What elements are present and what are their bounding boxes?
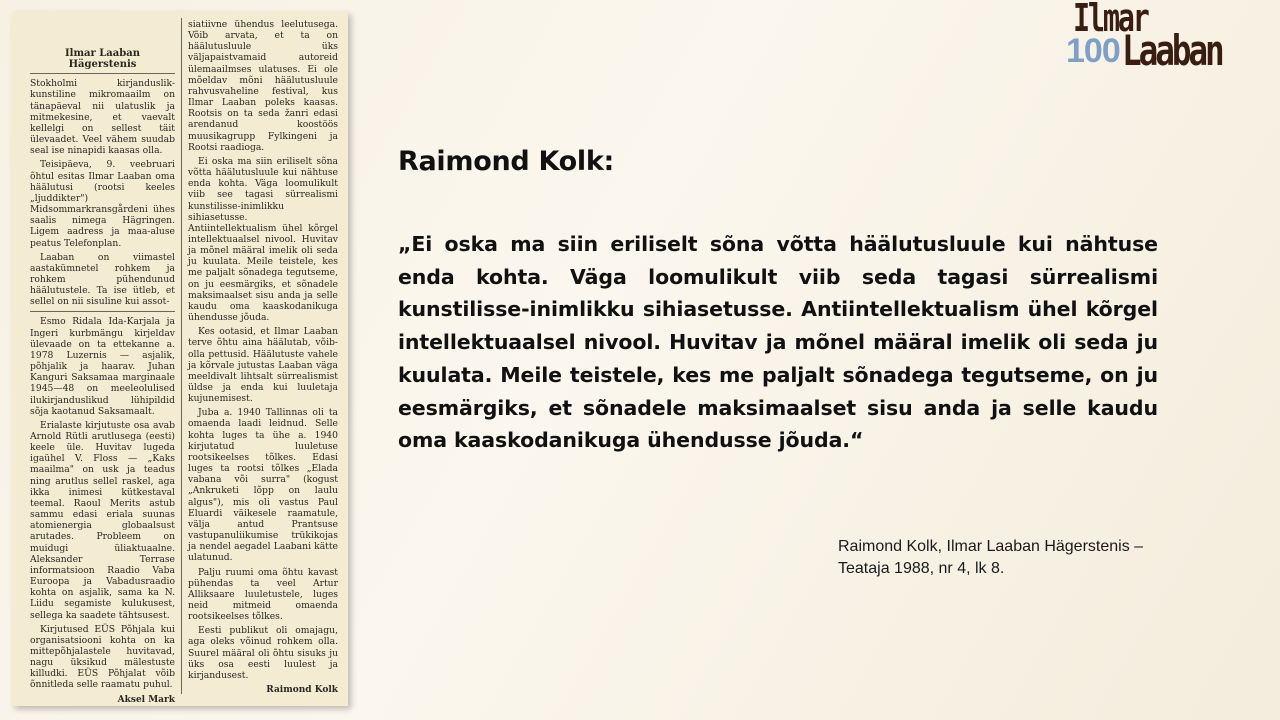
clipping-paragraph: Teisipäeva, 9. veebruari õhtul esitas Ilmar Laaban oma häälutusi (rootsi keeles „ljuddikter") Midsommarkransgårdeni ühes saalis nimega Hägringen. Ligem aadress ja maa-aluse peatus Telefonplan. <box>30 159 175 249</box>
clipping-paragraph: Ei oska ma siin eriliselt sõna võtta häälutusluule kui nähtuse enda kohta. Väga loomulikult viib see tagasi sürrealismi kunstilisse-inimlikku sihiasetusse. Antiintellektualism ühel kõrgel intellektuaalsel nivool. Huvitav ja mõnel määral imelik oli seda ju kuulata. Meile teistele, kes me paljalt sõnadega tegutseme, on ju eesmärgiks, et sõnadele maksimaalset sisu anda ja selle kaudu oma kaaskodanikuga ühendusse jõuda. <box>188 155 338 324</box>
speaker-heading: Raimond Kolk: <box>398 146 615 177</box>
clipping-paragraph: Esmo Ridala Ida-Karjala ja Ingeri kurbmängu kirjeldav ülevaade on ta ettekanne a. 1978 Luzernis — asjalik, põhjalik ja haarav. Juhan Kanguri Saksamaa marginaale 1945—48 on meeleolulised ilukirjanduslikud lühipildid sõja kaotanud Saksamaalt. <box>30 316 175 417</box>
citation <box>838 536 1178 580</box>
clipping-divider <box>30 311 175 312</box>
logo-laaban: Laaban <box>1122 26 1222 75</box>
clipping-column-divider <box>181 18 182 694</box>
clipping-paragraph: Stokholmi kirjanduslik-kunstiline mikromaailm on tänapäeval nii ulatuslik ja mitmekesine, et vaevalt kellelgi on sellest täit ülevaadet. Veel vähem suudab seal ise ninapidi kaasas olla. <box>30 78 175 157</box>
clipping-paragraph: Laaban on viimastel aastakümnetel rohkem ja rohkem pühendunud häälutustele. Ta ise ütleb, et sellel on nii sisuline kui assot- <box>30 251 175 308</box>
clipping-paragraph: siatiivne ühendus leelutusega. Võib arvata, et ta on häälutusluule üks väljapaistvamaid autoreid ülemaailmses ulatuses. Ei ole mõeldav mõni häälutusluule rahvusvaheline festival, kus Ilmar Laaban poleks kaasas. Rootsis on ta seda žanri edasi arendanud koostöös muusikagrupp Fylkingeni ja Rootsi raadioga. <box>188 19 338 153</box>
clipping-paragraph: Erialaste kirjutuste osa avab Arnold Rütli arutlusega (eesti) keele üle. Huvitav lugeda igaühel V. Floss — „Kaks maailma" on usk ja teadus ning arutlus sellel raskel, aga ikka inimesi kütkestaval teemal. Raoul Merits astub sammu edasi eriala suunas atomienergia globaalsust arutades. Probleem on muidugi üliaktuaalne. Aleksander Terrase informatsioon Raadio Vaba Euroopa ja Vabadusraadio kohta on asjalik, sama ka N. Liidu segamiste kulukusest, sellega ka saadete tähtsusest. <box>30 419 175 621</box>
clipping-paragraph: Kirjutused EÜS Põhjala kui organisatsiooni kohta on ka mittepõhjalastele huvitavad, nagu üksikud mälestuste killudki. EÜS Põhjalat võib õnnitleda selle raamatu puhul. <box>30 623 175 691</box>
newspaper-clipping <box>12 12 348 706</box>
clipping-signature: Raimond Kolk <box>266 685 338 696</box>
clipping-headline: Ilmar Laaban Hägerstenis <box>30 48 175 74</box>
logo-ilmar: Ilmar <box>1073 0 1148 40</box>
citation-line: Teataja 1988, nr 4, lk 8. <box>838 560 1005 577</box>
ilmar-laaban-100-logo <box>1060 0 1280 75</box>
quote-text: „Ei oska ma siin eriliselt sõna võtta häälutusluule kui nähtuse enda kohta. Väga loomulikult viib seda tagasi sürrealismi kunstilisse-inimlikku sihiasetusse. Antiintellektualism ühel kõrgel intellektuaalsel nivool. Huvitav ja mõnel määral imelik oli seda ju kuulata. Meile teistele, kes me paljalt sõnadega tegutseme, on ju eesmärgiks, et sõnadele maksimaalset sisu anda ja selle kaudu oma kaaskodanikuga ühendusse jõuda.“ <box>398 232 1158 453</box>
clipping-paragraph: Juba a. 1940 Tallinnas oli ta omaenda laadi leidnud. Selle kohta luges ta ühe a. 1940 kirjutatud luuletuse rootsikeelses tõlkes. Edasi luges ta rootsi tõlkes „Elada vabana või surra" (kogust „Ankruketi lõpp on laulu algus"), mis oli vastus Paul Eluardi väikesele raamatule, välja antud Prantsuse vastupanuliikumise trükikojas ja nendel aegadel Laabani kätte ulatunud. <box>188 407 338 564</box>
citation-line: Raimond Kolk, Ilmar Laaban Hägerstenis – <box>838 538 1144 555</box>
logo-number: 100 <box>1066 32 1120 70</box>
clipping-left-column <box>30 12 175 706</box>
clipping-paragraph: Kes ootasid, et Ilmar Laaban terve õhtu aina häälutab, võib-olla pettusid. Häälutuste vahele ja kõrvale jutustas Laaban väga meeldivalt lihtsalt sürrealismist üldse ja enda kui luuletaja kujunemisest. <box>188 326 338 405</box>
clipping-signature: Aksel Mark <box>117 694 175 705</box>
clipping-paragraph: Eesti publikut oli omajagu, aga oleks võinud rohkem olla. Suurel määral oli õhtu sisuks ju üks osa eesti luulest ja kirjandusest. <box>188 625 338 681</box>
clipping-paragraph: Palju ruumi oma õhtu kavast pühendas ta veel Artur Alliksaare luuletustele, luges neid mitmeid omaenda rootsikeelses tõlkes. <box>188 566 338 623</box>
clipping-right-column <box>188 12 338 706</box>
